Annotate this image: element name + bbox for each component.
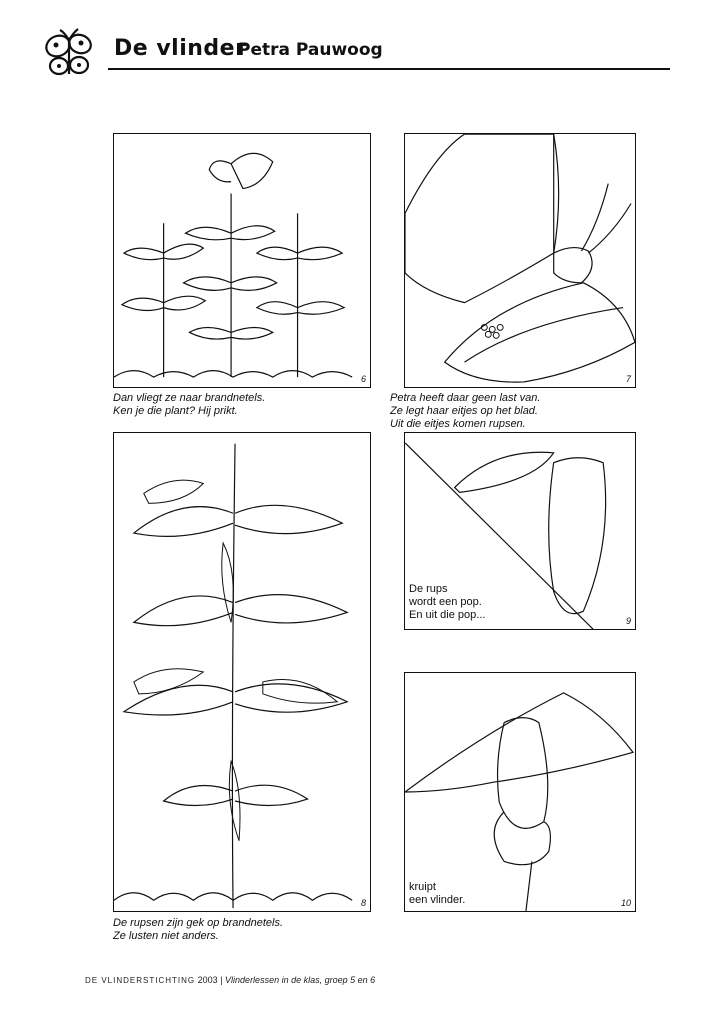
panel-7 <box>404 133 636 388</box>
panel-caption <box>409 881 465 907</box>
panel-9 <box>404 432 636 630</box>
panel-6 <box>113 133 371 388</box>
panel-8 <box>113 432 371 912</box>
caption-line: Petra heeft daar geen last van. <box>390 392 541 404</box>
caption-line: En uit die pop... <box>409 609 486 621</box>
caption-line: De rupsen zijn gek op brandnetels. <box>113 917 283 929</box>
footer-org: DE VLINDERSTICHTING <box>85 976 196 985</box>
footer-year: 2003 <box>197 975 218 985</box>
nettle-butterfly-illustration <box>114 134 370 387</box>
butterfly-icon <box>42 26 98 82</box>
caption-line: De rups <box>409 583 448 595</box>
caption-line: een vlinder. <box>409 894 466 906</box>
panel-number: 10 <box>620 898 631 908</box>
panel-number: 6 <box>360 374 366 384</box>
header-rule <box>108 68 670 70</box>
panel-number: 7 <box>625 374 631 384</box>
author-name: Petra Pauwoog <box>238 40 383 60</box>
panel-caption <box>390 392 540 431</box>
caption-line: Ken je die plant? Hij prikt. <box>113 405 238 417</box>
panel-caption <box>113 392 265 418</box>
caption-line: kruipt <box>409 881 436 893</box>
footer <box>85 975 375 985</box>
footer-subtitle: Vlinderlessen in de klas, groep 5 en 6 <box>225 975 376 985</box>
footer-separator: | <box>220 975 223 985</box>
caption-line: wordt een pop. <box>409 596 482 608</box>
panel-number: 8 <box>360 898 366 908</box>
panel-caption <box>113 917 283 943</box>
caption-line: Ze legt haar eitjes op het blad. <box>390 405 538 417</box>
panel-number: 9 <box>625 616 631 626</box>
page-title: De vlinder <box>114 36 247 61</box>
logo <box>42 26 98 82</box>
caption-line: Dan vliegt ze naar brandnetels. <box>113 392 266 404</box>
emerging-butterfly-illustration <box>405 673 635 911</box>
caption-line: Ze lusten niet anders. <box>113 930 219 942</box>
caterpillars-on-nettle-illustration <box>114 433 370 911</box>
caption-line: Uit die eitjes komen rupsen. <box>390 418 526 430</box>
butterfly-on-leaf-illustration <box>405 134 635 387</box>
panel-caption <box>409 583 485 622</box>
panel-10 <box>404 672 636 912</box>
